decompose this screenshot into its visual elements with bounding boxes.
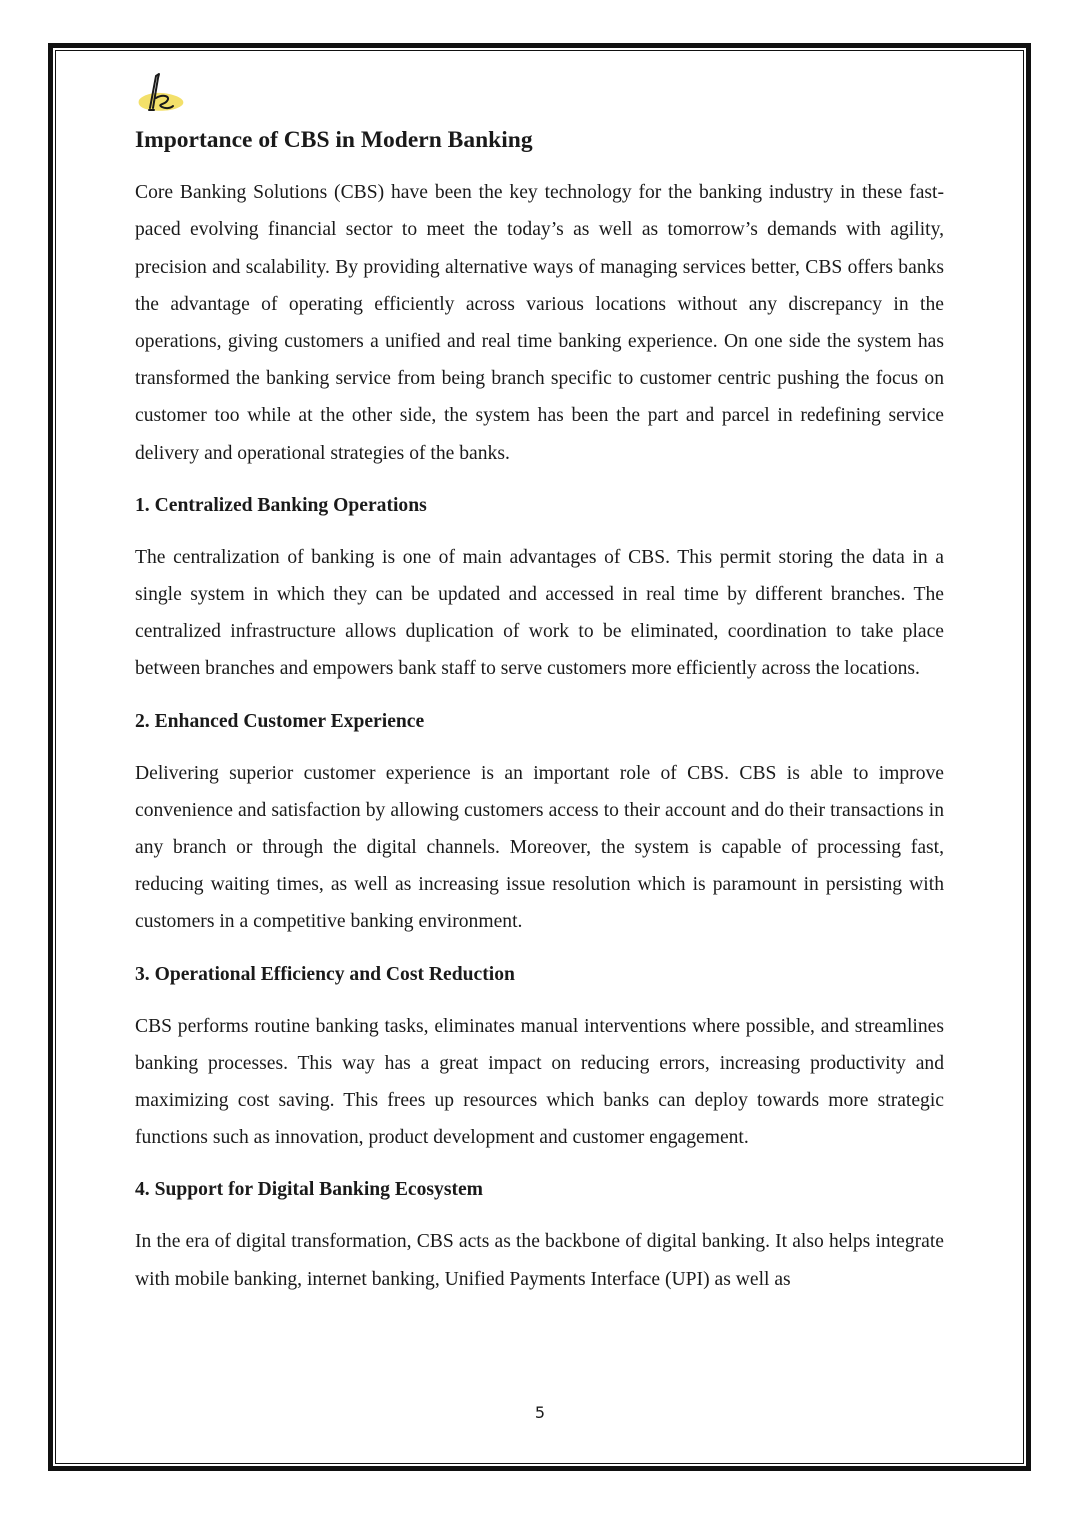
section-heading: 4. Support for Digital Banking Ecosystem	[135, 1179, 484, 1201]
writing-hand-icon	[135, 68, 187, 114]
section-paragraph: The centralization of banking is one of main advantages of CBS. This permit storing the data in a single system in which they can be updated and accessed in real time by different branches. The centralized infrastructure allows duplication of work to be eliminated, coordination to take place between branches and empowers bank staff to serve customers more efficiently across the locations.	[135, 546, 944, 680]
section-heading: 3. Operational Efficiency and Cost Reduction	[135, 963, 515, 985]
intro-paragraph: Core Banking Solutions (CBS) have been the key technology for the banking industry in these fast-paced evolving financial sector to meet the today’s as well as tomorrow’s demands with agility, precision and scalability. By providing alternative ways of managing services better, CBS offers banks the advantage of operating efficiently across various locations without any discrepancy in the operations, giving customers a unified and real time banking experience. On one side the system has transformed the banking service from being branch specific to customer centric pushing the focus on customer too while at the other side, the system has been the part and parcel in redefining service delivery and operational strategies of the banks.	[135, 182, 944, 464]
section-paragraph: CBS performs routine banking tasks, eliminates manual interventions where possible, and streamlines banking processes. This way has a great impact on reducing errors, increasing productivity and maximizing cost saving. This frees up resources which banks can deploy towards more strategic functions such as innovation, product development and customer engagement.	[135, 1015, 944, 1149]
section-paragraph: Delivering superior customer experience is an important role of CBS. CBS is able to improve convenience and satisfaction by allowing customers access to their account and do their transactions in any branch or through the digital channels. Moreover, the system is capable of processing fast, reducing waiting times, as well as increasing issue resolution which is paramount in persisting with customers in a competitive banking environment.	[135, 762, 944, 933]
document-body	[135, 126, 944, 1298]
section-heading: 2. Enhanced Customer Experience	[135, 710, 425, 732]
page-number: 5	[534, 1403, 546, 1422]
page-title: Importance of CBS in Modern Banking	[135, 127, 533, 153]
section-heading: 1. Centralized Banking Operations	[135, 494, 427, 516]
section-paragraph: In the era of digital transformation, CBS acts as the backbone of digital banking. It also helps integrate with mobile banking, internet banking, Unified Payments Interface (UPI) as well as	[135, 1231, 944, 1290]
